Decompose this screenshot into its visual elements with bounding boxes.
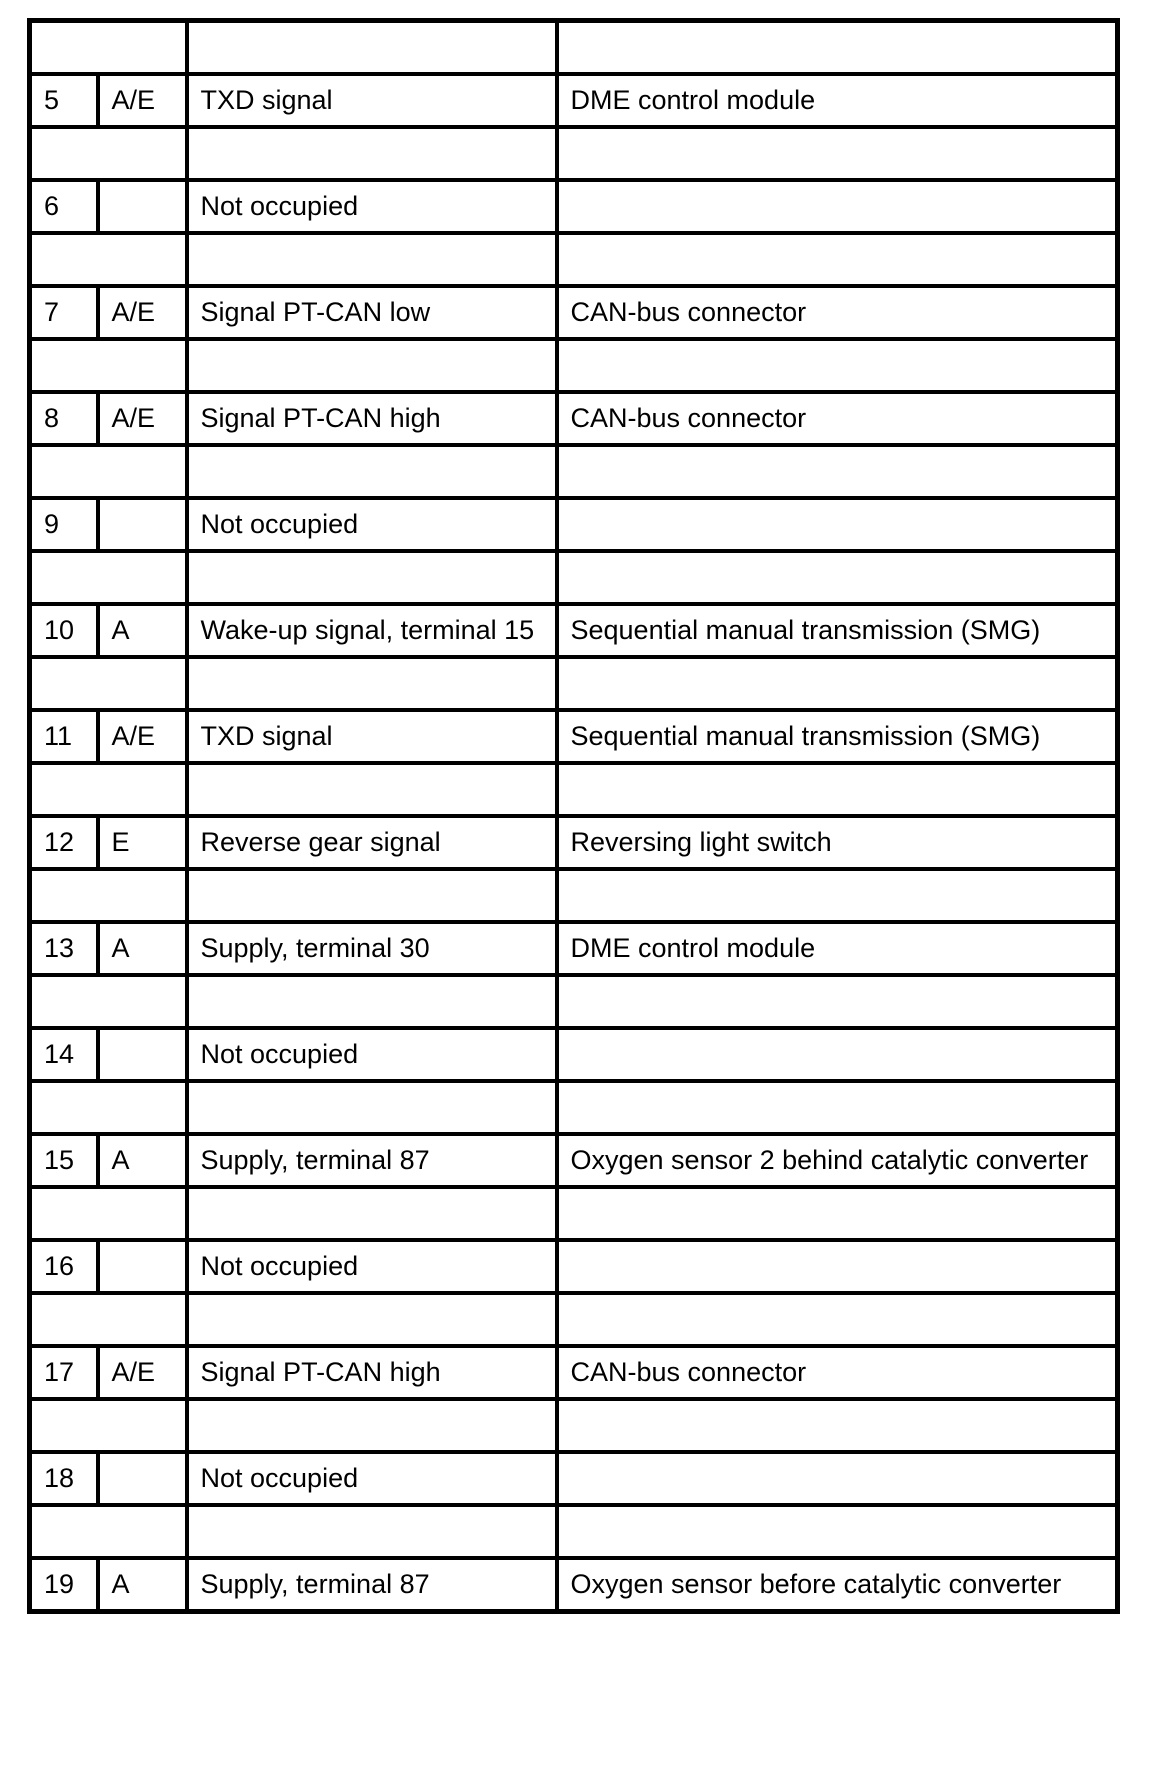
destination-cell — [557, 180, 1118, 233]
spacer-row — [30, 339, 1118, 392]
table-row — [30, 286, 1118, 339]
spacer-cell — [187, 1187, 557, 1240]
spacer-cell — [30, 1293, 187, 1346]
spacer-cell — [557, 21, 1118, 75]
spacer-cell — [30, 1187, 187, 1240]
pin-number-cell: 19 — [30, 1558, 98, 1612]
table-row — [30, 710, 1118, 763]
table-row — [30, 922, 1118, 975]
spacer-cell — [557, 869, 1118, 922]
spacer-cell — [187, 339, 557, 392]
spacer-cell — [30, 763, 187, 816]
spacer-row — [30, 657, 1118, 710]
pin-number-cell: 5 — [30, 74, 98, 127]
spacer-cell — [557, 763, 1118, 816]
spacer-cell — [187, 551, 557, 604]
signal-type-cell — [98, 1452, 187, 1505]
signal-type-cell: A — [98, 922, 187, 975]
destination-cell: DME control module — [557, 922, 1118, 975]
destination-cell: DME control module — [557, 74, 1118, 127]
destination-cell: Reversing light switch — [557, 816, 1118, 869]
table-row — [30, 1134, 1118, 1187]
spacer-cell — [30, 339, 187, 392]
pin-number-cell: 13 — [30, 922, 98, 975]
spacer-cell — [30, 551, 187, 604]
table-row — [30, 180, 1118, 233]
spacer-cell — [187, 1505, 557, 1558]
signal-description-cell: Signal PT-CAN high — [187, 392, 557, 445]
spacer-row — [30, 1399, 1118, 1452]
spacer-cell — [30, 1399, 187, 1452]
signal-description-cell: TXD signal — [187, 74, 557, 127]
spacer-row — [30, 445, 1118, 498]
spacer-row — [30, 1293, 1118, 1346]
spacer-cell — [187, 1293, 557, 1346]
signal-type-cell: A/E — [98, 710, 187, 763]
spacer-cell — [557, 1505, 1118, 1558]
spacer-cell — [557, 1399, 1118, 1452]
pin-number-cell: 9 — [30, 498, 98, 551]
pin-number-cell: 6 — [30, 180, 98, 233]
spacer-cell — [557, 1187, 1118, 1240]
destination-cell: Sequential manual transmission (SMG) — [557, 710, 1118, 763]
spacer-cell — [557, 657, 1118, 710]
signal-description-cell: Wake-up signal, terminal 15 — [187, 604, 557, 657]
spacer-row — [30, 1187, 1118, 1240]
signal-type-cell: A — [98, 604, 187, 657]
signal-description-cell: Not occupied — [187, 1028, 557, 1081]
table-row — [30, 1240, 1118, 1293]
spacer-cell — [187, 1399, 557, 1452]
signal-type-cell: A/E — [98, 392, 187, 445]
signal-type-cell — [98, 180, 187, 233]
spacer-cell — [557, 445, 1118, 498]
destination-cell — [557, 498, 1118, 551]
spacer-cell — [187, 869, 557, 922]
signal-description-cell: Not occupied — [187, 180, 557, 233]
spacer-cell — [30, 127, 187, 180]
destination-cell: Sequential manual transmission (SMG) — [557, 604, 1118, 657]
spacer-cell — [30, 1081, 187, 1134]
spacer-cell — [30, 445, 187, 498]
spacer-cell — [557, 233, 1118, 286]
signal-type-cell: A/E — [98, 1346, 187, 1399]
pin-number-cell: 14 — [30, 1028, 98, 1081]
pin-table-body — [30, 21, 1118, 1612]
pin-number-cell: 18 — [30, 1452, 98, 1505]
pin-assignment-table — [27, 18, 1120, 1614]
destination-cell — [557, 1452, 1118, 1505]
spacer-cell — [187, 657, 557, 710]
spacer-row — [30, 975, 1118, 1028]
signal-type-cell: A — [98, 1134, 187, 1187]
destination-cell: Oxygen sensor before catalytic converter — [557, 1558, 1118, 1612]
pin-number-cell: 12 — [30, 816, 98, 869]
table-row — [30, 498, 1118, 551]
pin-number-cell: 15 — [30, 1134, 98, 1187]
table-row — [30, 74, 1118, 127]
spacer-cell — [187, 21, 557, 75]
signal-description-cell: TXD signal — [187, 710, 557, 763]
spacer-cell — [30, 1505, 187, 1558]
pin-number-cell: 10 — [30, 604, 98, 657]
pin-number-cell: 16 — [30, 1240, 98, 1293]
table-row — [30, 1558, 1118, 1612]
destination-cell — [557, 1028, 1118, 1081]
pin-number-cell: 17 — [30, 1346, 98, 1399]
signal-description-cell: Not occupied — [187, 1452, 557, 1505]
table-row — [30, 604, 1118, 657]
spacer-row — [30, 551, 1118, 604]
spacer-row — [30, 869, 1118, 922]
spacer-cell — [557, 1081, 1118, 1134]
spacer-cell — [187, 127, 557, 180]
signal-description-cell: Signal PT-CAN low — [187, 286, 557, 339]
spacer-row — [30, 1081, 1118, 1134]
signal-type-cell: E — [98, 816, 187, 869]
table-row — [30, 1346, 1118, 1399]
spacer-cell — [187, 233, 557, 286]
spacer-cell — [557, 339, 1118, 392]
signal-description-cell: Reverse gear signal — [187, 816, 557, 869]
spacer-cell — [187, 445, 557, 498]
destination-cell: CAN-bus connector — [557, 1346, 1118, 1399]
destination-cell: CAN-bus connector — [557, 392, 1118, 445]
signal-type-cell: A — [98, 1558, 187, 1612]
spacer-cell — [557, 127, 1118, 180]
spacer-cell — [557, 1293, 1118, 1346]
table-row — [30, 1452, 1118, 1505]
pin-number-cell: 7 — [30, 286, 98, 339]
spacer-row — [30, 763, 1118, 816]
pin-number-cell: 11 — [30, 710, 98, 763]
spacer-cell — [557, 975, 1118, 1028]
signal-description-cell: Signal PT-CAN high — [187, 1346, 557, 1399]
signal-description-cell: Supply, terminal 87 — [187, 1558, 557, 1612]
spacer-cell — [30, 233, 187, 286]
signal-type-cell: A/E — [98, 286, 187, 339]
spacer-row — [30, 127, 1118, 180]
spacer-cell — [30, 975, 187, 1028]
table-row — [30, 1028, 1118, 1081]
spacer-cell — [557, 551, 1118, 604]
signal-type-cell — [98, 1028, 187, 1081]
pin-number-cell: 8 — [30, 392, 98, 445]
table-row — [30, 392, 1118, 445]
spacer-cell — [187, 975, 557, 1028]
signal-description-cell: Supply, terminal 87 — [187, 1134, 557, 1187]
table-row — [30, 816, 1118, 869]
spacer-row — [30, 233, 1118, 286]
spacer-row — [30, 1505, 1118, 1558]
spacer-cell — [187, 763, 557, 816]
signal-type-cell — [98, 1240, 187, 1293]
signal-type-cell — [98, 498, 187, 551]
spacer-cell — [30, 657, 187, 710]
signal-type-cell: A/E — [98, 74, 187, 127]
signal-description-cell: Supply, terminal 30 — [187, 922, 557, 975]
spacer-row — [30, 21, 1118, 75]
signal-description-cell: Not occupied — [187, 498, 557, 551]
spacer-cell — [30, 869, 187, 922]
spacer-cell — [30, 21, 187, 75]
destination-cell: CAN-bus connector — [557, 286, 1118, 339]
destination-cell — [557, 1240, 1118, 1293]
spacer-cell — [187, 1081, 557, 1134]
destination-cell: Oxygen sensor 2 behind catalytic converter — [557, 1134, 1118, 1187]
signal-description-cell: Not occupied — [187, 1240, 557, 1293]
